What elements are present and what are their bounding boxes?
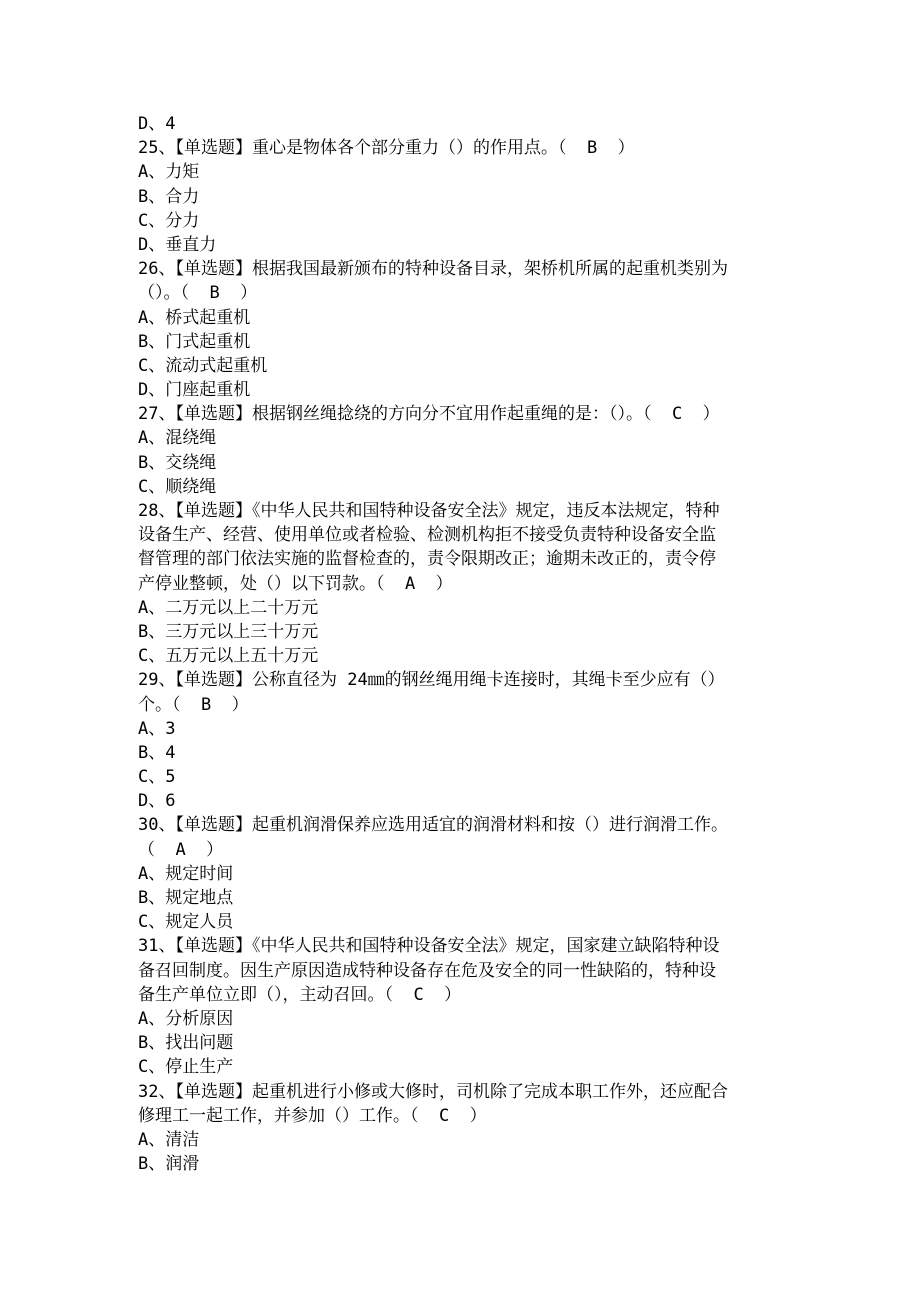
- option-line: A、力矩: [138, 162, 200, 183]
- question-26: 26、【单选题】根据我国最新颁布的特种设备目录，架桥机所属的起重机类别为: [138, 259, 728, 280]
- question-26-cont: （）。（ B ）: [138, 283, 258, 304]
- question-28-cont: 设备生产、经营、使用单位或者检验、检测机构拒不接受负责特种设备安全监: [138, 525, 716, 546]
- question-28-cont: 督管理的部门依法实施的监督检查的，责令限期改正；逾期未改正的，责令停: [138, 549, 716, 570]
- option-line: B、规定地点: [138, 888, 234, 908]
- option-line: B、4: [138, 742, 176, 763]
- option-line: A、清洁: [138, 1129, 200, 1150]
- question-31-cont: 备召回制度。因生产原因造成特种设备存在危及安全的同一性缺陷的，特种设: [138, 960, 716, 981]
- option-line: A、桥式起重机: [138, 307, 251, 328]
- option-line: C、分力: [138, 210, 200, 231]
- option-line: A、二万元以上二十万元: [138, 597, 319, 618]
- option-line: C、流动式起重机: [138, 355, 268, 376]
- document-page: [138, 112, 788, 1176]
- text-line: D、4: [138, 114, 176, 134]
- option-line: C、五万元以上五十万元: [138, 646, 319, 667]
- option-line: C、顺绕绳: [138, 476, 217, 497]
- option-line: B、合力: [138, 186, 200, 207]
- question-32: 32、【单选题】起重机进行小修或大修时，司机除了完成本职工作外，还应配合: [138, 1081, 728, 1102]
- option-line: D、垂直力: [138, 234, 217, 255]
- option-line: B、交绕绳: [138, 452, 217, 473]
- option-line: B、找出问题: [138, 1033, 234, 1054]
- question-27: 27、【单选题】根据钢丝绳捻绕的方向分不宜用作起重绳的是：（）。（ C ）: [138, 404, 720, 425]
- option-line: D、6: [138, 791, 176, 812]
- option-line: C、5: [138, 767, 176, 788]
- option-line: B、三万元以上三十万元: [138, 621, 319, 642]
- question-32-cont: 修理工一起工作，并参加（）工作。（ C ）: [138, 1105, 487, 1126]
- option-line: B、门式起重机: [138, 331, 251, 352]
- option-line: C、规定人员: [138, 912, 234, 933]
- question-29: 29、【单选题】公称直径为 24㎜的钢丝绳用绳卡连接时，其绳卡至少应有（）: [138, 670, 725, 691]
- option-line: A、规定时间: [138, 863, 234, 884]
- question-30: 30、【单选题】起重机润滑保养应选用适宜的润滑材料和按（）进行润滑工作。: [138, 815, 728, 836]
- question-28: 28、【单选题】《中华人民共和国特种设备安全法》规定，违反本法规定，特种: [138, 501, 720, 521]
- question-31-cont: 备生产单位立即（），主动召回。（ C ）: [138, 984, 462, 1005]
- option-line: A、混绕绳: [138, 428, 217, 449]
- option-line: B、润滑: [138, 1154, 200, 1175]
- option-line: D、门座起重机: [138, 380, 251, 401]
- question-28-cont: 产停业整顿，处（）以下罚款。（ A ）: [138, 573, 453, 594]
- question-25: 25、【单选题】重心是物体各个部分重力（）的作用点。（ B ）: [138, 138, 635, 159]
- question-31: 31、【单选题】《中华人民共和国特种设备安全法》规定，国家建立缺陷特种设: [138, 936, 720, 957]
- option-line: C、停止生产: [138, 1057, 234, 1078]
- option-line: A、3: [138, 718, 176, 739]
- option-line: A、分析原因: [138, 1008, 234, 1029]
- question-29-cont: 个。（ B ）: [138, 694, 249, 715]
- question-30-cont: （ A ）: [138, 839, 224, 860]
